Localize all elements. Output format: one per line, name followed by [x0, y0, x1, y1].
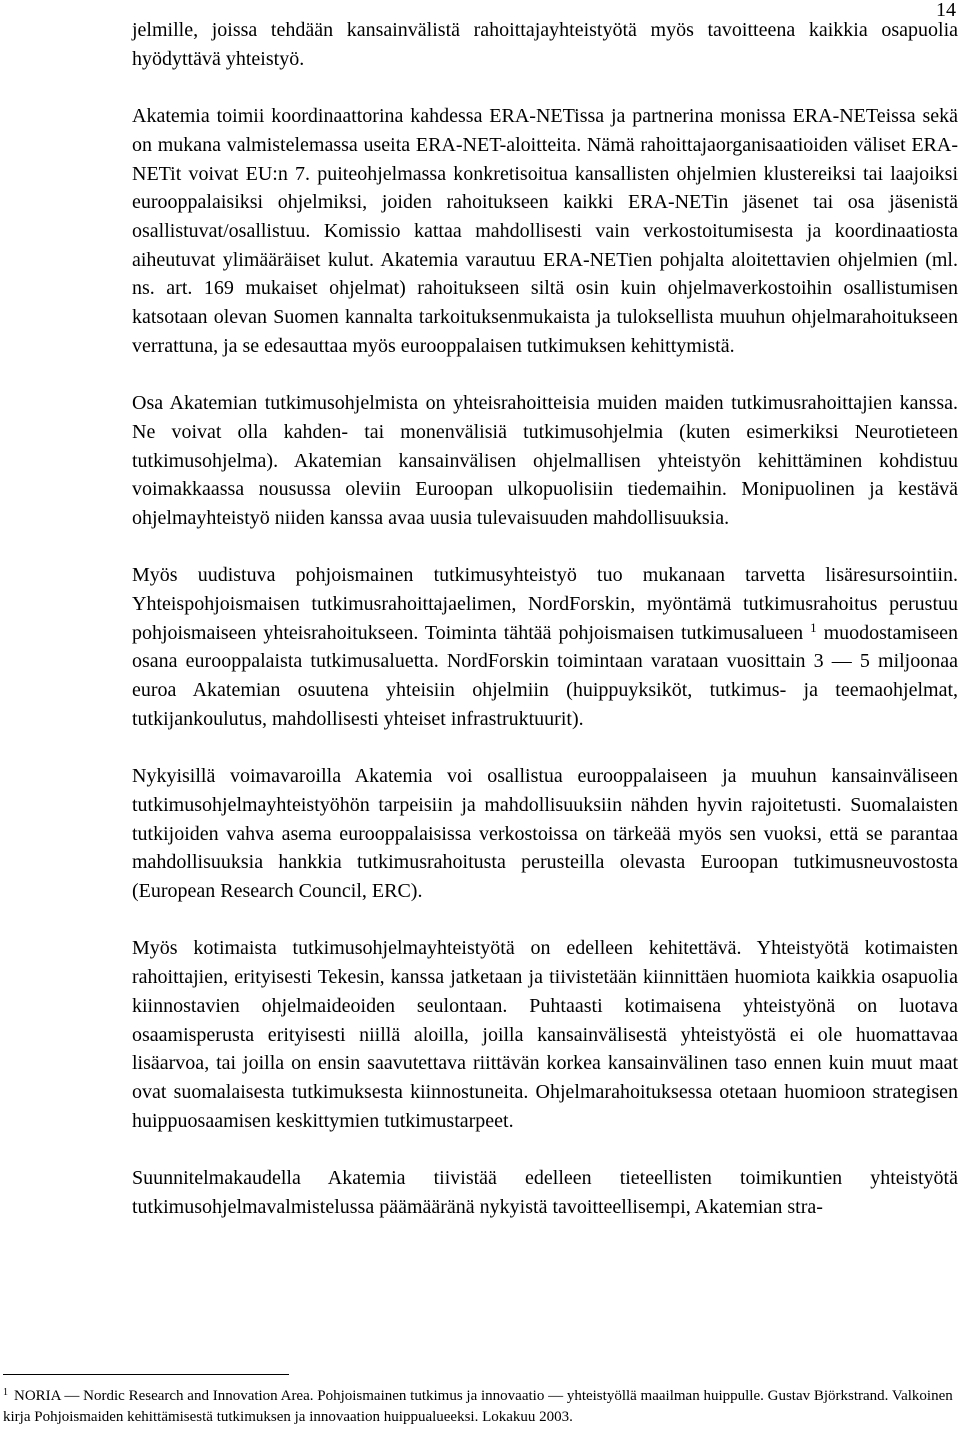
paragraph-intro-continuation: jelmille, joissa tehdään kansainvälistä rahoittajayhteistyötä myös tavoitteena kaikkia osapuolia hyödyttävä yhteistyö.	[132, 19, 958, 70]
footnote-reference[interactable]: 1	[810, 619, 817, 635]
footnote-divider	[3, 1374, 289, 1375]
footnote-mark: 1	[3, 1387, 8, 1398]
page-number: 14	[936, 0, 956, 21]
paragraph-domestic-cooperation: Myös kotimaista tutkimusohjelmayhteistyötä on edelleen kehitettävä. Yhteistyötä kotimaisten rahoittajien, erityisesti Tekesin, kanssa jatketaan ja tiivistetään kiinnittäen huomiota kaikkia osapuolia kiinnostavien ohjelmaideoiden seulontaan. Puhtaasti kotimaisena yhteistyönä on luotava osaamisperusta erityisesti niillä aloilla, joilla kansainvälisestä yhteistyöstä ei ole huomattavaa lisäarvoa, tai joilla on ensin saavutettava riittävän korkea kansainvälinen taso ennen kuin muut maat ovat suomalaisesta tutkimuksesta kiinnostuneita. Ohjelmarahoituksessa otetaan huomioon strategisen huippuosaamisen keskittymien tutkimustarpeet.	[132, 937, 958, 1132]
nordforsk-text-after: muodostamiseen osana eurooppalaista tutkimusaluetta. NordForskin toimintaan varataan vuosittain 3 — 5 miljoonaa euroa Akatemian osuutena yhteisiin ohjelmiin (huippuyksiköt, tutkimus- ja teemaohjelmat, tutkijankoulutus, mahdollisesti yhteiset infrastruktuurit).	[132, 621, 958, 730]
paragraph-nordic-cooperation	[132, 561, 958, 733]
body-text	[132, 16, 958, 1221]
nordforsk-text-before: Myös uudistuva pohjoismainen tutkimusyhteistyö tuo mukanaan tarvetta lisäresursointiin. Yhteispohjoismaisen tutkimusrahoittajaelimen, NordForskin, myöntämä tutkimusrahoitus perustuu pohjoismaiseen yhteisrahoitukseen. Toiminta tähtää pohjoismaisen tutkimusalueen	[132, 564, 958, 644]
paragraph-planning-period: Suunnitelmakaudella Akatemia tiivistää edelleen tieteellisten toimikuntien yhteistyötä tutkimusohjelmavalmistelussa päämääränä nykyistä tavoitteellisempi, Akatemian stra-	[132, 1167, 958, 1218]
paragraph-era-net: Akatemia toimii koordinaattorina kahdessa ERA-NETissa ja partnerina monissa ERA-NETeissa sekä on mukana valmistelemassa useita ERA-NET-aloitteita. Nämä rahoittajaorganisaatioiden väliset ERA-NETit voivat EU:n 7. puiteohjelmassa konkretisoitua kansallisten ohjelmien klustereiksi tai laajoiksi eurooppalaisiksi ohjelmiksi, joiden rahoitukseen kaikki ERA-NETin jäsenet tai osa jäsenistä osallistuvat/osallistuu. Komissio kattaa mahdollisesti vain verkostoitumisesta ja koordinaatiosta aiheutuvat ylimääräiset kulut. Akatemia varautuu ERA-NETien pohjalta aloitettavien ohjelmien (ml. ns. art. 169 mukaiset ohjelmat) rahoitukseen siltä osin kuin ohjelmaverkostoihin osallistumisen katsotaan olevan Suomen kannalta tarkoituksenmukaista ja tuloksellista muuhun ohjelmarahoitukseen verrattuna, ja se edesauttaa myös eurooppalaisen tutkimuksen kehittymistä.	[132, 105, 958, 357]
footnote	[3, 1386, 957, 1428]
paragraph-current-resources: Nykyisillä voimavaroilla Akatemia voi osallistua eurooppalaiseen ja muuhun kansainväliseen tutkimusohjelmayhteistyöhön tarpeisiin ja mahdollisuuksiin nähden hyvin rajoitetusti. Suomalaisten tutkijoiden vahva asema eurooppalaisissa verkostoissa on tärkeää myös sen vuoksi, että se parantaa mahdollisuuksia hankkia tutkimusrahoitusta perusteilla olevasta Euroopan tutkimusneuvostosta (European Research Council, ERC).	[132, 765, 958, 903]
paragraph-cofunded-programmes: Osa Akatemian tutkimusohjelmista on yhteisrahoitteisia muiden maiden tutkimusrahoittajien kanssa. Ne voivat olla kahden- tai monenvälisiä tutkimusohjelmia (kuten esimerkiksi Neurotieteen tutkimusohjelma). Akatemian kansainvälisen ohjelmallisen yhteistyön kehittäminen kohdistuu voimakkaassa nousussa oleviin Euroopan ulkopuolisiin tiedemaihin. Monipuolinen ja kestävä ohjelmayhteistyö niiden kanssa avaa uusia tulevaisuuden mahdollisuuksia.	[132, 392, 958, 529]
footnote-text: NORIA — Nordic Research and Innovation Area. Pohjoismainen tutkimus ja innovaatio — yhteistyöllä maailman huippulle. Gustav Björkstrand. Valkoinen kirja Pohjoismaiden kehittämisestä tutkimuksen ja innovaation huippualueeksi. Lokakuu 2003.	[3, 1388, 953, 1425]
